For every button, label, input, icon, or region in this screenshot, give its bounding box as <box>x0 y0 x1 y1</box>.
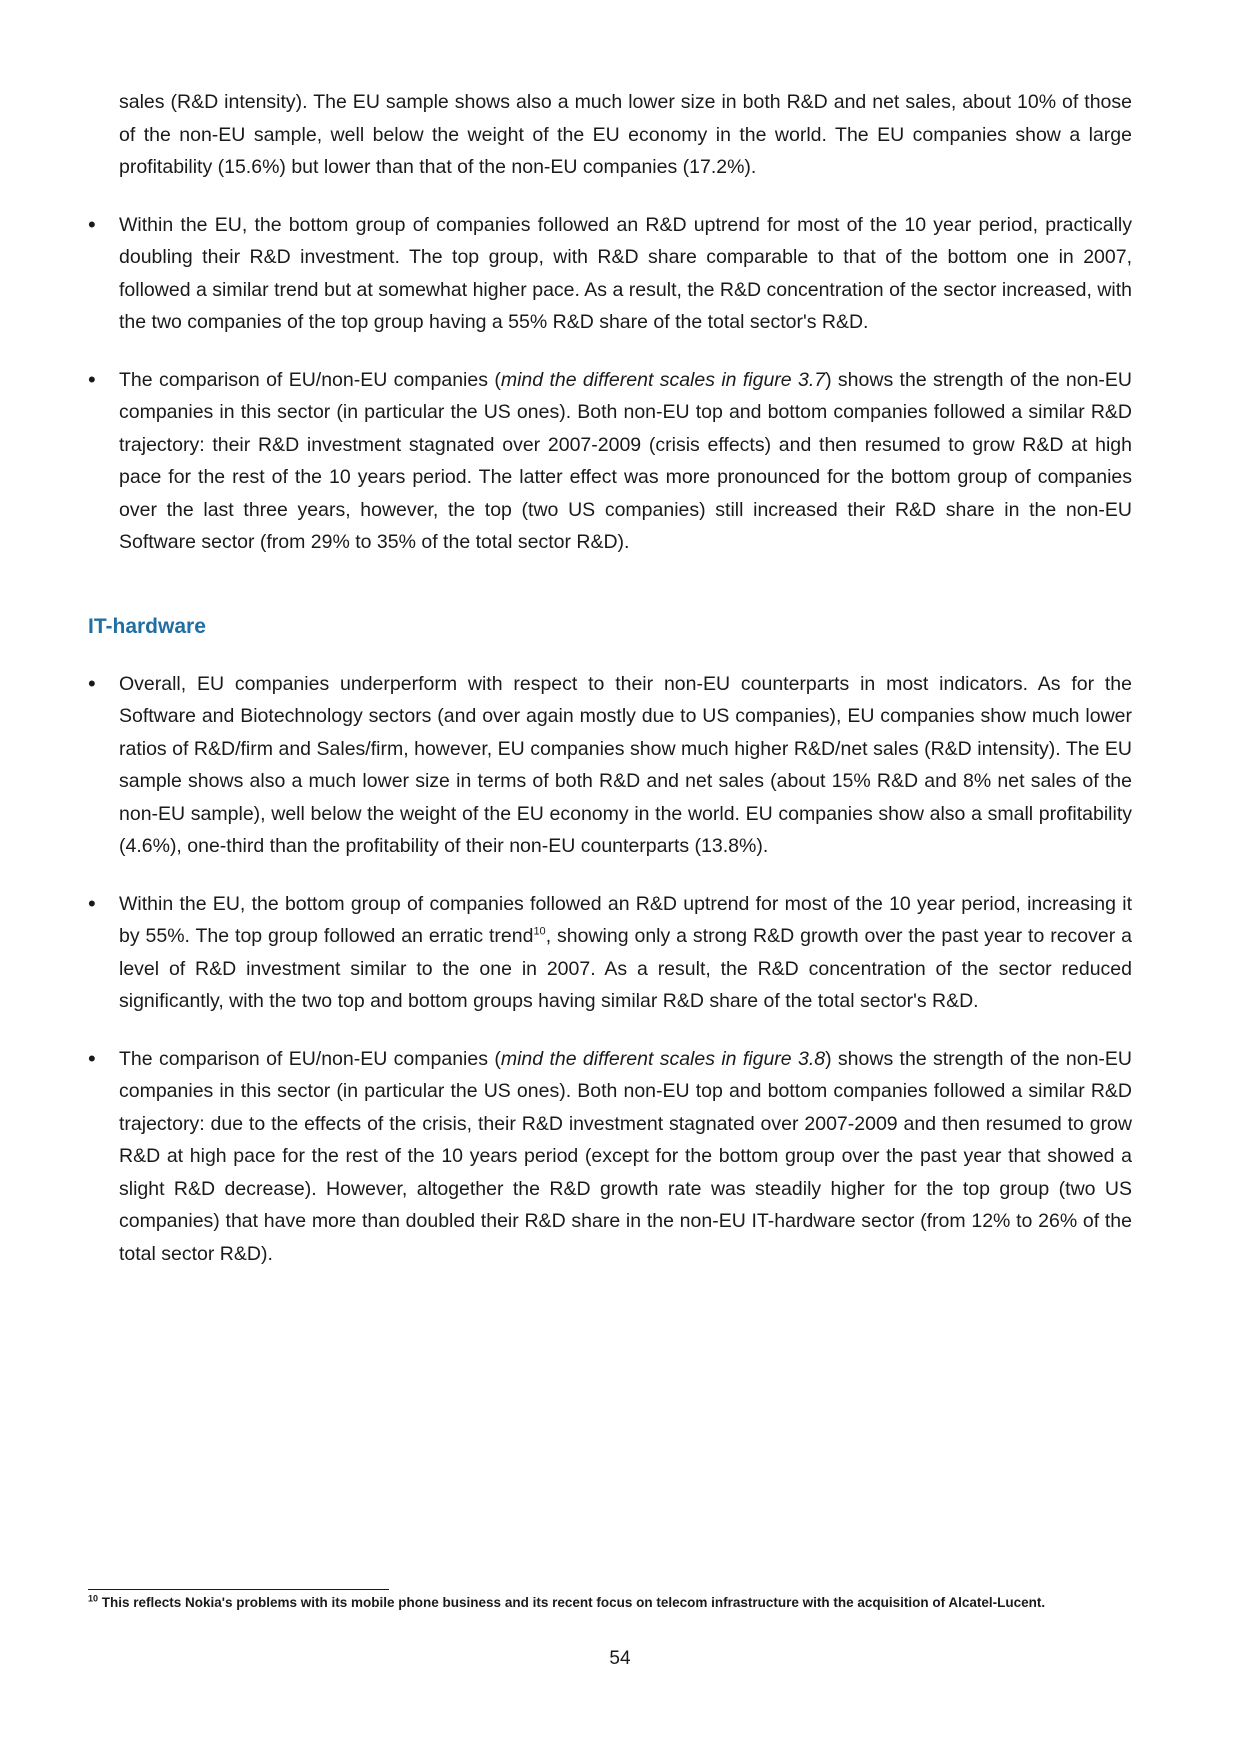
bullet-text: , showing only a strong R&D growth over the past year to recover a level of R&D investment similar to the one in 2007. As a result, the R&D concentration of the sector reduced significantly, with the two top and bottom groups having similar R&D share of the total sector's R&D. <box>119 925 1132 1012</box>
page-body <box>88 86 1132 1270</box>
figure-reference: mind the different scales in figure 3.8 <box>500 1047 826 1070</box>
bullet-text: Within the EU, the bottom group of companies followed an R&D uptrend for most of the 10 year period, increasing it by 55%. The top group followed an erratic trend <box>119 892 1132 947</box>
bullet-text: ) shows the strength of the non-EU companies in this sector (in particular the US ones). Both non-EU top and bottom companies followed a similar R&D trajectory: their R&D investment stagnated over 2007-2009 (crisis effects) and then resumed to grow R&D at high pace for the rest of the 10 years period. The latter effect was more pronounced for the bottom group of companies over the last three years, however, the top (two US companies) still increased their R&D share in the non-EU Software sector (from 29% to 35% of the total sector R&D). <box>119 368 1133 553</box>
footnote-marker[interactable]: 10 <box>533 925 546 938</box>
intro-paragraph: sales (R&D intensity). The EU sample shows also a much lower size in both R&D and net sales, about 10% of those of the non-EU sample, well below the weight of the EU economy in the world. The EU companies show a large profitability (15.6%) but lower than that of the non-EU companies (17.2%). <box>119 91 1132 178</box>
bullet-text: ) shows the strength of the non-EU companies in this sector (in particular the US ones). Both non-EU top and bottom companies followed a similar R&D trajectory: due to the effects of the crisis, their R&D investment stagnated over 2007-2009 and then resumed to grow R&D at high pace for the rest of the 10 years period (except for the bottom group over the past year that showed a slight R&D decrease). However, altogether the R&D growth rate was steadily higher for the top group (two US companies) that have more than doubled their R&D share in the non-EU IT-hardware sector (from 12% to 26% of the total sector R&D). <box>119 1047 1133 1265</box>
bullet-text: The comparison of EU/non-EU companies ( <box>119 368 501 391</box>
hardware-bullet-eu-trend <box>88 888 1132 1018</box>
software-bullet-eu-trend: • Within the EU, the bottom group of companies followed an R&D uptrend for most of the 10 year period, practically doubling their R&D investment. The top group, with R&D share comparable to that of the bottom one in 2007, followed a similar trend but at somewhat higher pace. As a result, the R&D concentration of the sector increased, with the two companies of the top group having a 55% R&D share of the total sector's R&D. <box>88 209 1132 339</box>
footnote <box>88 1594 1168 1612</box>
figure-reference: mind the different scales in figure 3.7 <box>500 368 826 391</box>
footnote-text: This reflects Nokia's problems with its mobile phone business and its recent focus on telecom infrastructure with the acquisition of Alcatel-Lucent. <box>98 1595 1046 1610</box>
footnote-number: 10 <box>88 1593 99 1604</box>
hardware-bullet-overall: • Overall, EU companies underperform with respect to their non-EU counterparts in most indicators. As for the Software and Biotechnology sectors (and over again mostly due to US companies), EU companies show much lower ratios of R&D/firm and Sales/firm, however, EU companies show much higher R&D/net sales (R&D intensity). The EU sample shows also a much lower size in terms of both R&D and net sales (about 15% R&D and 8% net sales of the non-EU sample), well below the weight of the EU economy in the world. EU companies show also a small profitability (4.6%), one-third than the profitability of their non-EU counterparts (13.8%). <box>88 668 1132 863</box>
hardware-bullet-eu-noneu-comparison <box>88 1043 1132 1271</box>
footnote-divider <box>88 1589 389 1590</box>
bullet-text: The comparison of EU/non-EU companies ( <box>119 1047 501 1070</box>
page-number: 54 <box>609 1648 631 1669</box>
software-bullet-eu-noneu-comparison <box>88 364 1132 559</box>
section-heading-it-hardware: IT-hardware <box>88 614 206 638</box>
